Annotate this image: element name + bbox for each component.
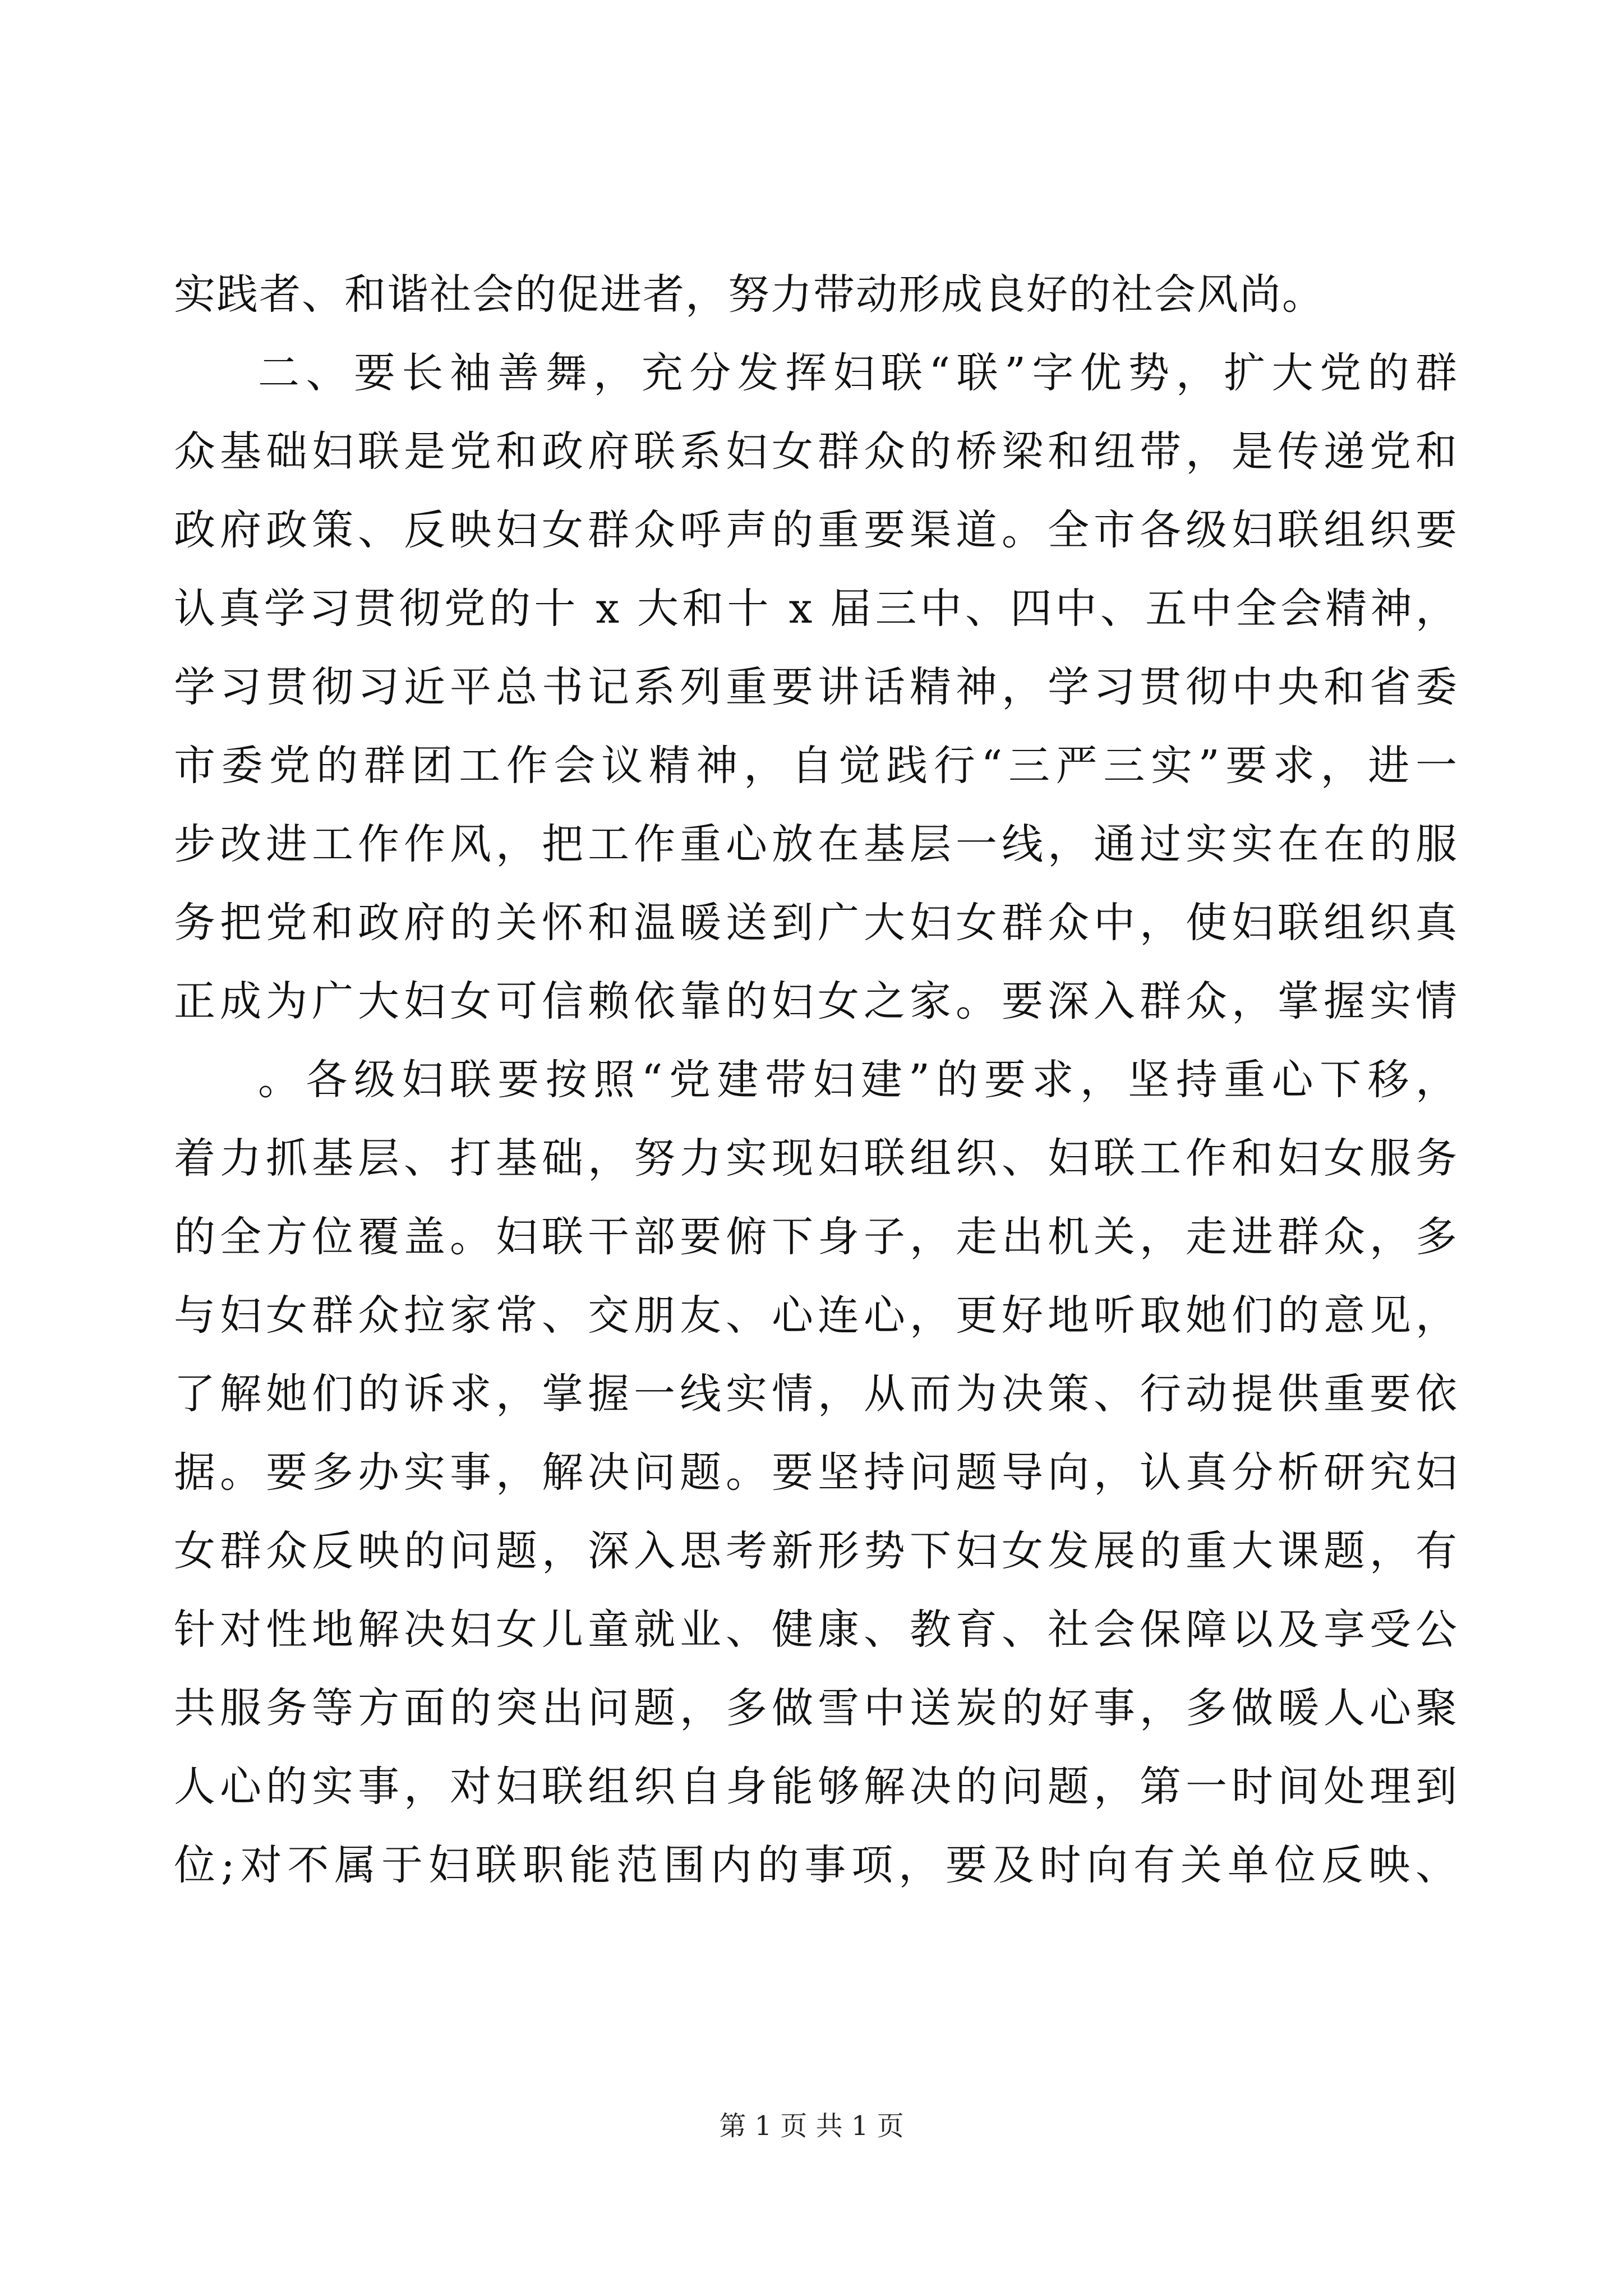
- document-body: [174, 255, 1458, 1904]
- text-line: 共服务等方面的突出问题，多做雪中送炭的好事，多做暖人心聚: [174, 1684, 1458, 1732]
- text-line: 务把党和政府的关怀和温暖送到广大妇女群众中，使妇联组织真: [174, 899, 1458, 947]
- text-line: 学习贯彻习近平总书记系列重要讲话精神，学习贯彻中央和省委: [174, 663, 1458, 711]
- text-line: 认真学习贯彻党的十 x 大和十 x 届三中、四中、五中全会精神，: [174, 585, 1458, 633]
- text-line: 着力抓基层、打基础，努力实现妇联组织、妇联工作和妇女服务: [174, 1134, 1458, 1182]
- text-line: 据。要多办实事，解决问题。要坚持问题导向，认真分析研究妇: [174, 1448, 1458, 1497]
- text-line: 。各级妇联要按照“党建带妇建”的要求，坚持重心下移，: [258, 1056, 1458, 1104]
- text-line: 女群众反映的问题，深入思考新形势下妇女发展的重大课题，有: [174, 1527, 1458, 1575]
- text-line: 人心的实事，对妇联组织自身能够解决的问题，第一时间处理到: [174, 1763, 1458, 1811]
- text-line: 正成为广大妇女可信赖依靠的妇女之家。要深入群众，掌握实情: [174, 977, 1458, 1025]
- page-number-footer: 第 1 页 共 1 页: [719, 2110, 904, 2142]
- text-line: 针对性地解决妇女儿童就业、健康、教育、社会保障以及享受公: [174, 1605, 1458, 1654]
- text-line: 与妇女群众拉家常、交朋友、心连心，更好地听取她们的意见，: [174, 1291, 1458, 1340]
- text-line: 的全方位覆盖。妇联干部要俯下身子，走出机关，走进群众，多: [174, 1213, 1458, 1261]
- text-line: 二、要长袖善舞，充分发挥妇联“联”字优势，扩大党的群: [258, 349, 1458, 397]
- text-line: 步改进工作作风，把工作重心放在基层一线，通过实实在在的服: [174, 820, 1458, 868]
- text-line: 了解她们的诉求，掌握一线实情，从而为决策、行动提供重要依: [174, 1370, 1458, 1418]
- text-line: 市委党的群团工作会议精神，自觉践行“三严三实”要求，进一: [174, 742, 1458, 790]
- text-line: 众基础妇联是党和政府联系妇女群众的桥梁和纽带，是传递党和: [174, 427, 1458, 476]
- text-line: 政府政策、反映妇女群众呼声的重要渠道。全市各级妇联组织要: [174, 506, 1458, 554]
- text-line: 位;对不属于妇联职能范围内的事项，要及时向有关单位反映、: [174, 1841, 1458, 1889]
- text-line: 实践者、和谐社会的促进者，努力带动形成良好的社会风尚。: [174, 270, 1325, 319]
